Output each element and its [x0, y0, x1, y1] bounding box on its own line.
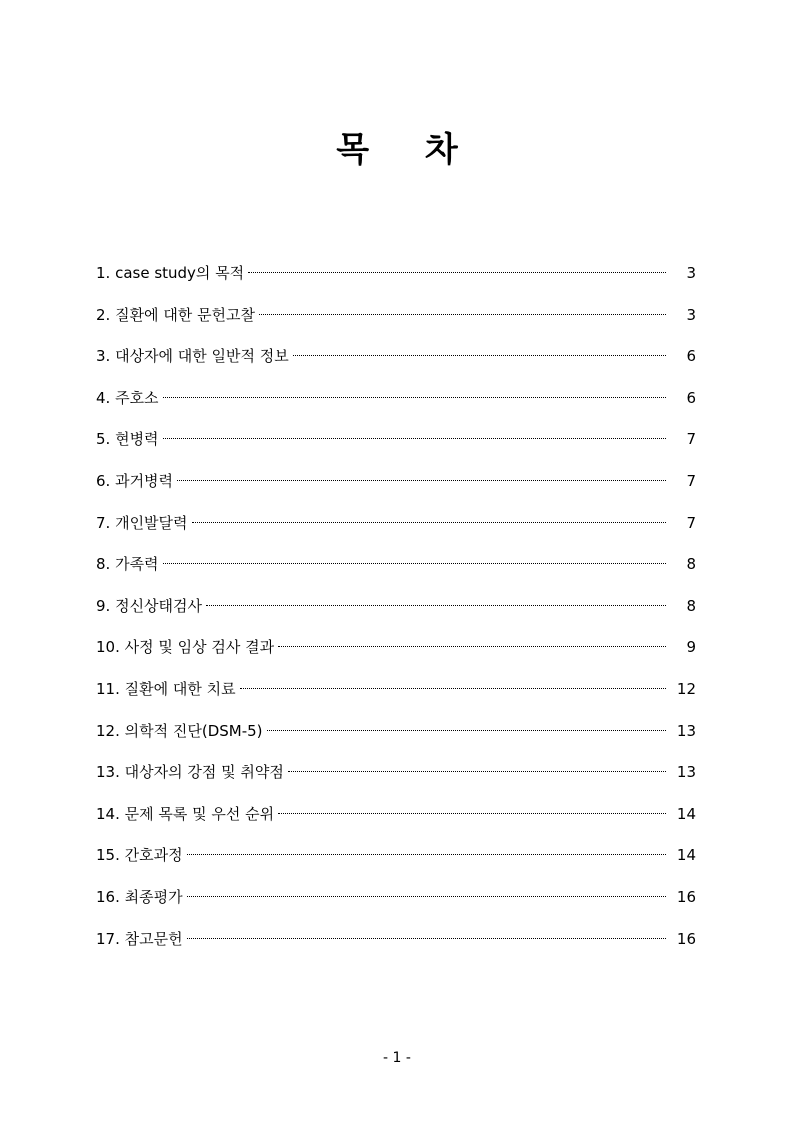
toc-entry: [96, 424, 696, 466]
toc-entry: [96, 383, 696, 425]
dot-leader: [187, 854, 666, 855]
dot-leader: [163, 563, 666, 564]
toc-entry-page: 13: [676, 721, 696, 740]
toc-entry: [96, 549, 696, 591]
toc-entry-page: 7: [686, 471, 696, 490]
toc-entry-page: 7: [686, 513, 696, 532]
toc-entry: [96, 258, 696, 300]
toc-entry-label: 17. 참고문헌: [96, 929, 183, 948]
toc-entry-page: 8: [686, 596, 696, 615]
toc-entry-page: 9: [686, 638, 696, 657]
dot-leader: [163, 397, 666, 398]
dot-leader: [192, 522, 666, 523]
toc-entry-page: 3: [686, 264, 696, 282]
toc-entry-label: 3. 대상자에 대한 일반적 정보: [96, 347, 289, 366]
page-number: - 1 -: [383, 1050, 411, 1066]
dot-leader: [278, 646, 666, 647]
dot-leader: [206, 605, 666, 606]
toc-entry: [96, 799, 696, 841]
toc-entry-page: 16: [676, 887, 696, 906]
toc-entry-label: 6. 과거병력: [96, 471, 174, 490]
toc-entry: [96, 674, 696, 716]
dot-leader: [187, 896, 666, 897]
toc-entry-label: 5. 현병력: [96, 430, 159, 449]
page-title: 목 차: [336, 130, 480, 170]
toc-entry-label: 13. 대상자의 강점 및 취약점: [96, 763, 284, 782]
toc-entry: [96, 300, 696, 342]
dot-leader: [240, 688, 666, 689]
dot-leader: [177, 480, 666, 481]
table-of-contents: [96, 258, 696, 965]
dot-leader: [278, 813, 666, 814]
dot-leader: [288, 771, 666, 772]
toc-entry-label: 1. case study의 목적: [96, 264, 245, 282]
dot-leader: [163, 438, 666, 439]
toc-entry-label: 12. 의학적 진단(DSM-5): [96, 721, 263, 740]
toc-entry-label: 4. 주호소: [96, 388, 159, 407]
dot-leader: [259, 314, 666, 315]
dot-leader: [187, 938, 666, 939]
toc-entry: [96, 882, 696, 924]
toc-entry-page: 6: [686, 347, 696, 366]
toc-entry-page: 12: [676, 679, 696, 698]
toc-entry-page: 6: [686, 388, 696, 407]
toc-entry-label: 9. 정신상태검사: [96, 596, 203, 615]
toc-entry-page: 16: [676, 929, 696, 948]
toc-entry: [96, 757, 696, 799]
toc-entry: [96, 632, 696, 674]
dot-leader: [293, 355, 666, 356]
toc-entry-page: 8: [686, 555, 696, 574]
toc-entry-page: 14: [676, 804, 696, 823]
toc-entry-label: 10. 사정 및 임상 검사 결과: [96, 638, 275, 657]
dot-leader: [248, 272, 666, 273]
toc-entry-label: 7. 개인발달력: [96, 513, 188, 532]
toc-entry-page: 3: [686, 305, 696, 324]
toc-entry: [96, 924, 696, 966]
toc-entry: [96, 716, 696, 758]
toc-entry-label: 2. 질환에 대한 문헌고찰: [96, 305, 256, 324]
toc-entry: [96, 508, 696, 550]
dot-leader: [267, 730, 666, 731]
toc-entry-label: 11. 질환에 대한 치료: [96, 679, 236, 698]
toc-entry: [96, 840, 696, 882]
toc-entry-page: 14: [676, 846, 696, 865]
toc-entry-label: 14. 문제 목록 및 우선 순위: [96, 804, 275, 823]
toc-entry-label: 8. 가족력: [96, 555, 159, 574]
toc-entry: [96, 466, 696, 508]
toc-entry-page: 7: [686, 430, 696, 449]
toc-entry-label: 16. 최종평가: [96, 887, 183, 906]
toc-entry: [96, 341, 696, 383]
toc-entry-label: 15. 간호과정: [96, 846, 183, 865]
toc-entry: [96, 591, 696, 633]
toc-entry-page: 13: [676, 763, 696, 782]
